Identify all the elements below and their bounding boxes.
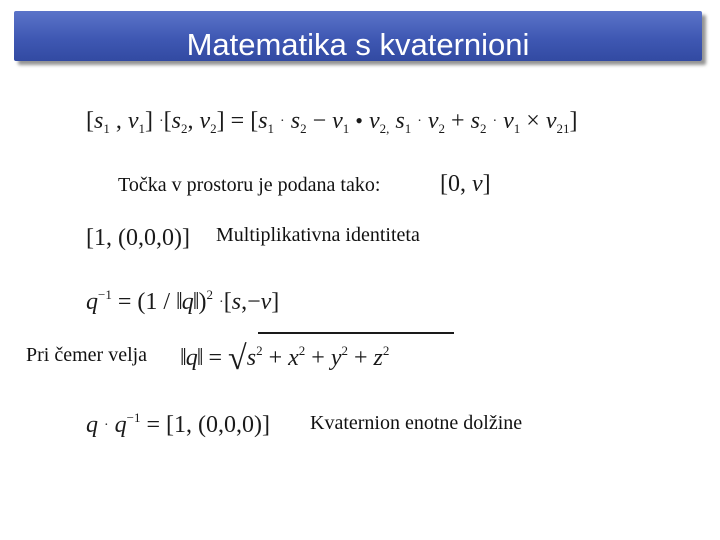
identity-formula: [1, (0,0,0)] — [86, 225, 190, 251]
identity-label: Multiplikativna identiteta — [216, 224, 420, 246]
inverse-formula: $q^{-1} = (1$ / ‖q‖)$^2$ ·[s,−v] — [86, 287, 280, 315]
unit-label: Kvaternion enotne dolžine — [310, 412, 523, 434]
point-label: Točka v prostoru je podana tako: — [118, 174, 381, 196]
point-formula: [0, v] — [440, 171, 491, 197]
title-bar — [14, 11, 702, 61]
slide-title: Matematika s kvaternioni — [186, 27, 530, 62]
sqrt-overline — [258, 332, 454, 334]
quaternion-product-formula: [$s_1$ , $v_1] \cdot[s_2$, $v_2] = [s_1 \cdot s_2 - v_1$ • $v_{2,}$ $s_1 \cdot v_2 + s_2 \cdot v_1 \times v_{21}$] — [86, 108, 578, 136]
norm-formula: ‖q‖ = $√s^2 + x^2 + y^2 + z^2$ — [180, 340, 390, 377]
unit-formula: $q \cdot q^{-1} = [1$, (0,0,0)] — [86, 410, 271, 438]
where-label: Pri čemer velja — [26, 344, 148, 366]
